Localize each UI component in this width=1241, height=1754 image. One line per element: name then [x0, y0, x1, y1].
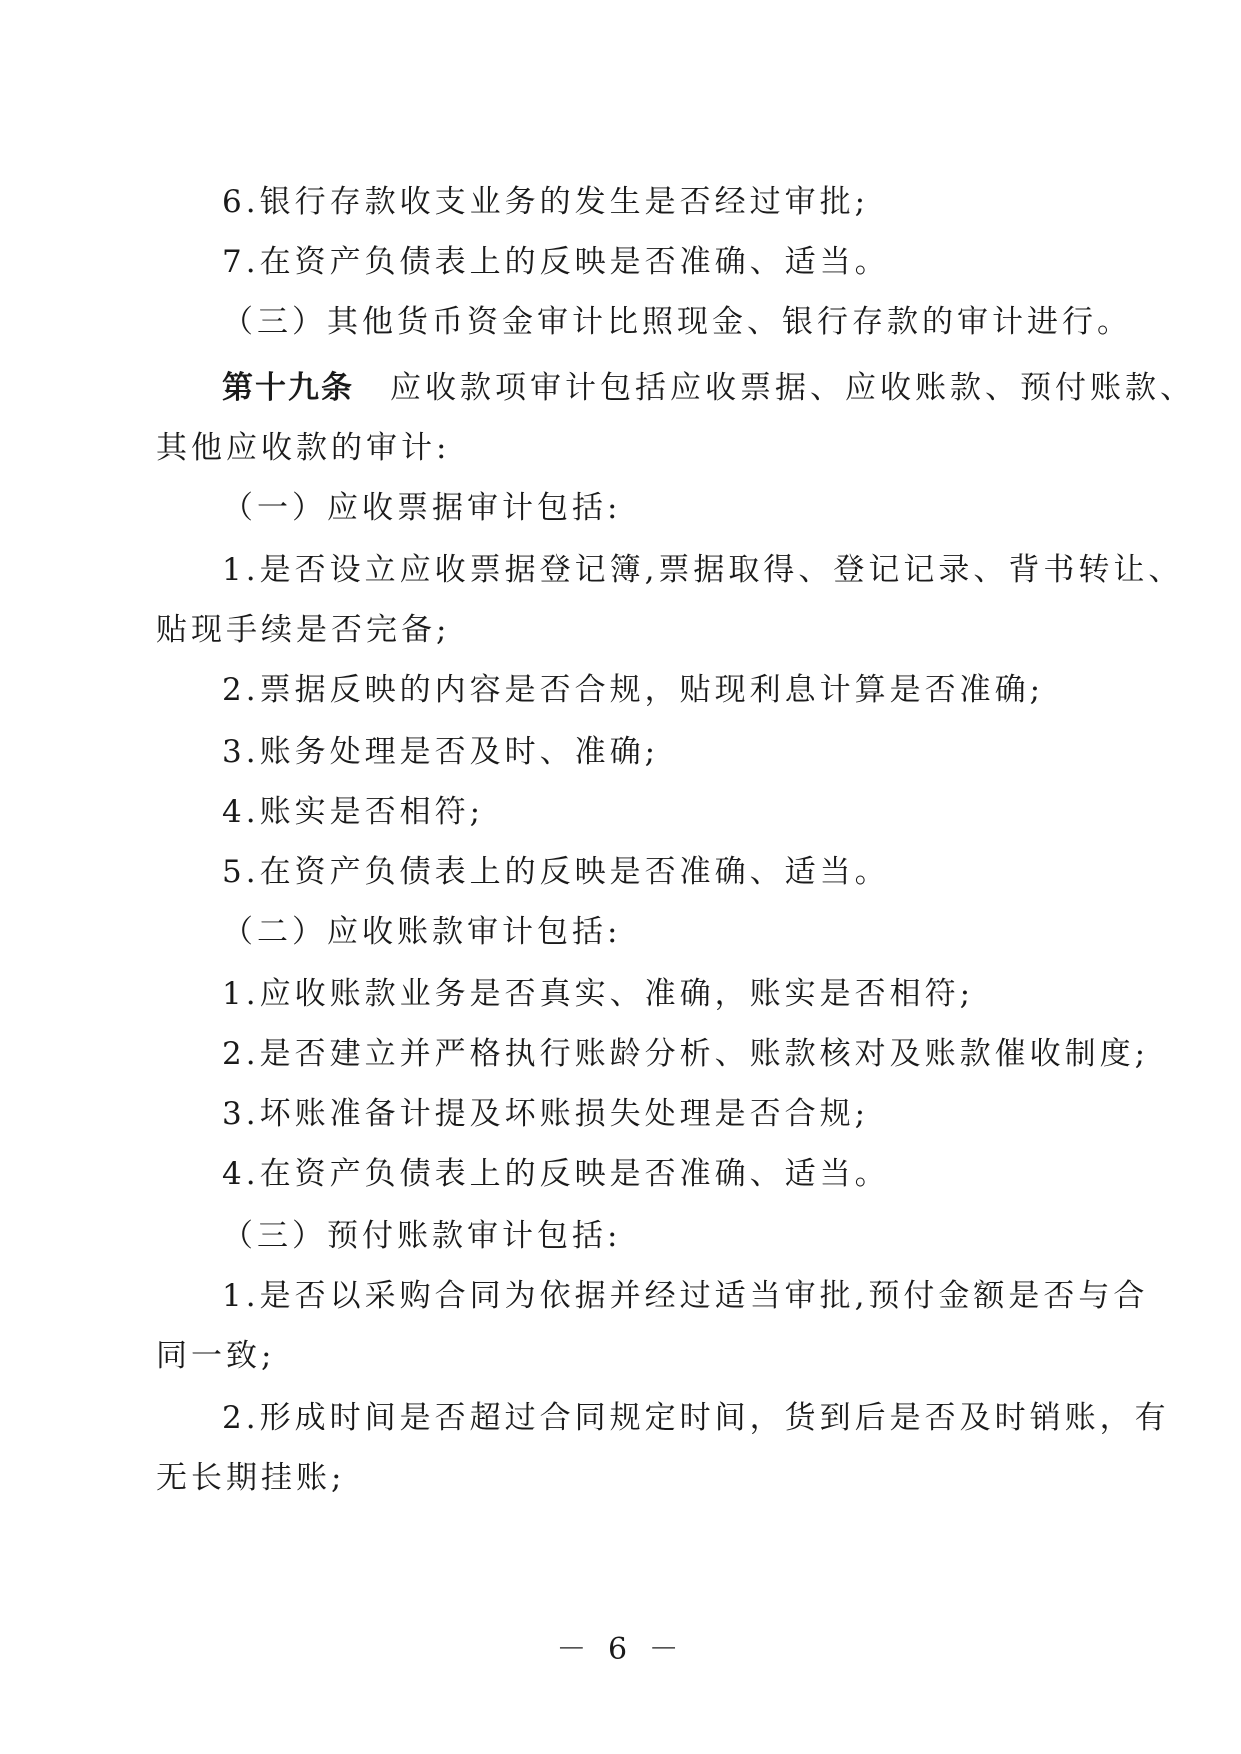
paragraph-line: 其他应收款的审计: — [156, 430, 451, 466]
paragraph-line: 3.坏账准备计提及坏账损失处理是否合规; — [222, 1096, 870, 1132]
article-label: 第十九条 — [222, 370, 354, 406]
paragraph-line: 无长期挂账; — [156, 1460, 346, 1496]
section-heading: （三）预付账款审计包括: — [222, 1218, 622, 1254]
paragraph-line: 4.账实是否相符; — [222, 794, 485, 830]
paragraph-line: 3.账务处理是否及时、准确; — [222, 734, 660, 770]
paragraph-line: 1.是否以采购合同为依据并经过适当审批,预付金额是否与合 — [222, 1278, 1149, 1314]
paragraph-line: 1.是否设立应收票据登记簿,票据取得、登记记录、背书转让、 — [222, 552, 1184, 588]
article-text: 应收款项审计包括应收票据、应收账款、预付账款、 — [390, 370, 1195, 406]
article-heading-line — [222, 368, 1195, 408]
paragraph-line: 贴现手续是否完备; — [156, 612, 451, 648]
paragraph-line: 同一致; — [156, 1338, 276, 1374]
paragraph-line: 7.在资产负债表上的反映是否准确、适当。 — [222, 244, 890, 280]
section-heading: （一）应收票据审计包括: — [222, 490, 622, 526]
paragraph-line: 6.银行存款收支业务的发生是否经过审批; — [222, 184, 870, 220]
paragraph-line: 5.在资产负债表上的反映是否准确、适当。 — [222, 854, 890, 890]
paragraph-line: 1.应收账款业务是否真实、准确，账实是否相符; — [222, 976, 975, 1012]
paragraph-line: 4.在资产负债表上的反映是否准确、适当。 — [222, 1156, 890, 1192]
section-heading: （二）应收账款审计包括: — [222, 914, 622, 950]
paragraph-line: （三）其他货币资金审计比照现金、银行存款的审计进行。 — [222, 304, 1132, 340]
paragraph-line: 2.票据反映的内容是否合规，贴现利息计算是否准确; — [222, 672, 1045, 708]
paragraph-line: 2.是否建立并严格执行账龄分析、账款核对及账款催收制度; — [222, 1036, 1150, 1072]
page-number: － 6 － — [556, 1632, 685, 1667]
paragraph-line: 2.形成时间是否超过合同规定时间，货到后是否及时销账，有 — [222, 1400, 1170, 1436]
